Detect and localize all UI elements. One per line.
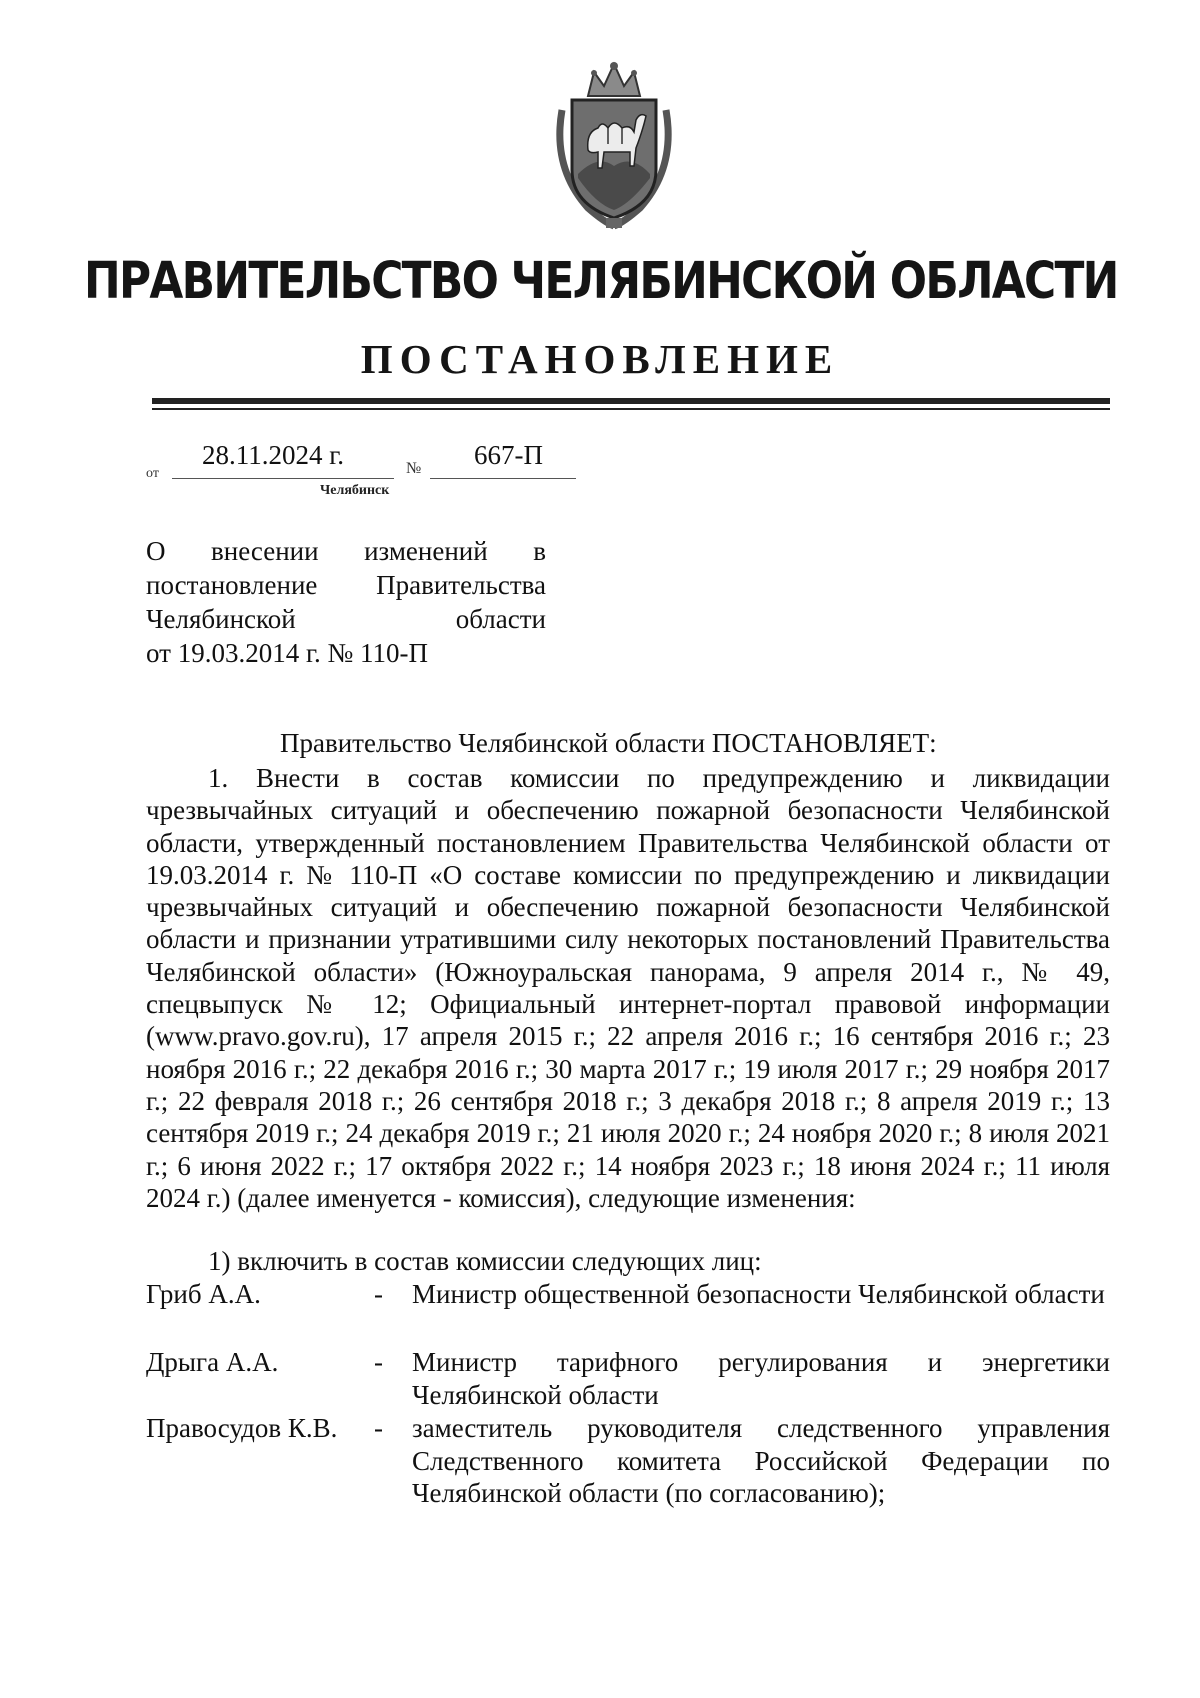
date-label: от bbox=[146, 466, 159, 481]
organization-title: ПРАВИТЕЛЬСТВО ЧЕЛЯБИНСКОЙ ОБЛАСТИ bbox=[84, 252, 1118, 311]
header-rule-thick bbox=[152, 398, 1110, 404]
clause-1 bbox=[146, 762, 1110, 1214]
member-name: Дрыга А.А. bbox=[146, 1347, 279, 1377]
member-role: Министр тарифного регулирования и энергетики Челябинской области bbox=[412, 1347, 1110, 1410]
date-underline bbox=[172, 478, 394, 479]
member-name: Гриб А.А. bbox=[146, 1279, 261, 1309]
member-role: Министр общественной безопасности Челябинской области bbox=[412, 1279, 1105, 1309]
member-dash: - bbox=[374, 1413, 383, 1443]
number-underline bbox=[430, 478, 576, 479]
header-rule-thin bbox=[152, 408, 1110, 410]
number-label: № bbox=[406, 460, 422, 477]
member-role: заместитель руководителя следственного управления Следственного комитета Российской Федерации по Челябинской области (по согласованию); bbox=[412, 1413, 1110, 1508]
document-date: 28.11.2024 г. bbox=[202, 440, 345, 470]
document-number: 667-П bbox=[474, 440, 543, 470]
subject-line: Челябинской области bbox=[146, 604, 546, 634]
clause-1-text: 1. Внести в состав комиссии по предупреждению и ликвидации чрезвычайных ситуаций и обеспечению пожарной безопасности Челябинской области, утвержденный постановлением Правительства Челябинской области от 19.03.2014 г. № 110-П «О составе комиссии по предупреждению и ликвидации чрезвычайных ситуаций и обеспечению пожарной безопасности Челябинской области и признании утратившими силу некоторых постановлений Правительства Челябинской области» (Южноуральская панорама, 9 апреля 2014 г., № 49, спецвыпуск № 12; Официальный интернет-портал правовой информации (www.pravo.gov.ru), 17 апреля 2015 г.; 22 апреля 2016 г.; 16 сентября 2016 г.; 23 ноября 2016 г.; 22 декабря 2016 г.; 30 марта 2017 г.; 19 июля 2017 г.; 29 ноября 2017 г.; 22 февраля 2018 г.; 26 сентября 2018 г.; 3 декабря 2018 г.; 8 апреля 2019 г.; 13 сентября 2019 г.; 24 декабря 2019 г.; 21 июля 2020 г.; 24 ноября 2020 г.; 8 июля 2021 г.; 6 июня 2022 г.; 17 октября 2022 г.; 14 ноября 2023 г.; 18 июня 2024 г.; 11 июля 2024 г.) (далее именуется - комиссия), следующие изменения: bbox=[146, 763, 1110, 1213]
chelyabinsk-coat-of-arms-icon bbox=[548, 58, 680, 234]
document-type-heading: ПОСТАНОВЛЕНИЕ bbox=[360, 336, 840, 382]
subject-line: О внесении изменений в bbox=[146, 536, 546, 566]
subject-line: от 19.03.2014 г. № 110-П bbox=[146, 638, 428, 668]
member-name: Правосудов К.В. bbox=[146, 1413, 338, 1443]
document-subject bbox=[146, 534, 546, 670]
preamble: Правительство Челябинской области ПОСТАНОВЛЯЕТ: bbox=[280, 728, 937, 758]
member-dash: - bbox=[374, 1347, 383, 1377]
subject-line: постановление Правительства bbox=[146, 570, 546, 600]
member-dash: - bbox=[374, 1279, 383, 1309]
subclause-1: 1) включить в состав комиссии следующих лиц: bbox=[208, 1246, 762, 1276]
issue-city: Челябинск bbox=[320, 483, 390, 498]
